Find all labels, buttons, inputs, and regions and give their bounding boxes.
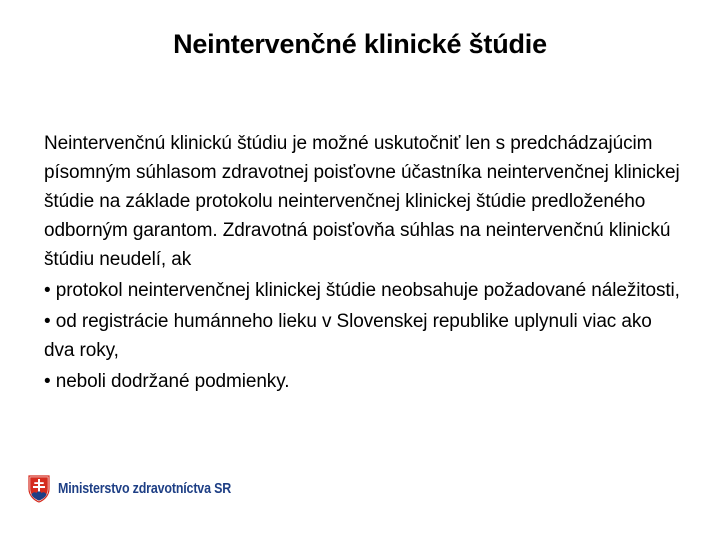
slide-title: Neintervenčné klinické štúdie: [173, 29, 547, 59]
slovak-coat-of-arms-icon: [28, 475, 50, 503]
bullet-item: • od registrácie humánneho lieku v Slovenskej republike uplynuli viac ako dva roky,: [44, 311, 652, 361]
slide-body: [44, 129, 684, 396]
logo-text: Ministerstvo zdravotníctva SR: [58, 481, 232, 497]
ministry-logo: [28, 474, 259, 504]
intro-paragraph: Neintervenčnú klinickú štúdiu je možné uskutočniť len s predchádzajúcim písomným súhlasom zdravotnej poisťovne účastníka neintervenčnej klinickej štúdie na základe protokolu neintervenčnej klinickej štúdie predloženého odborným garantom. Zdravotná poisťovňa súhlas na neintervenčnú klinickú štúdiu neudelí, ak: [44, 133, 680, 270]
bullet-item: • protokol neintervenčnej klinickej štúdie neobsahuje požadované náležitosti,: [44, 280, 680, 301]
bullet-item: • neboli dodržané podmienky.: [44, 371, 290, 392]
